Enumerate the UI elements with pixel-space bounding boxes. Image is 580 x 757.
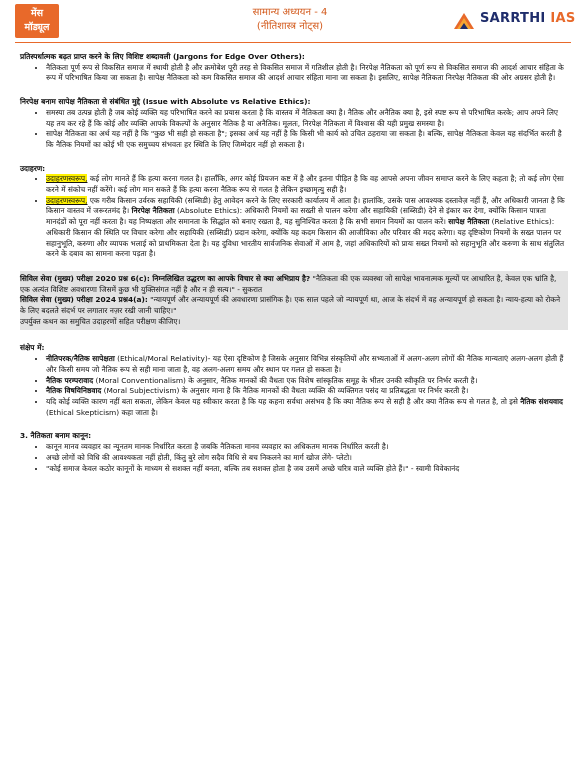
- list-item: • सापेक्ष नैतिकता का अर्थ यह नहीं है कि "कुछ भी सही हो सकता है"; इसका अर्थ यह नहीं है कि किसी भी कार्य को उचित ठहराया जा सकता है। बल्कि, सापेक्ष नैतिकता केवल यह संदर्भित करती है कि नैतिक नियमों का कोई भी एक समुच्चय संभवतः हर स्थिति के लिए जिम्मेदार नहीं हो सकता है।: [46, 129, 568, 150]
- summary-item: [46, 354, 568, 375]
- example-text: कई लोग मानते हैं कि हत्या करना गलत है। हालाँकि, अगर कोई प्रियजन कष्ट में है और इतना पीड़ित है कि वह आपसे अपना जीवन समाप्त करने के लिए कहता है; तो कई लोग ऐसा करने में संकोच नहीं करेंगे। कई लोग मान सकते हैं कि हत्या करना नैतिक रूप से गलत है लेकिन इच्छामृत्यु सही है।: [46, 174, 564, 195]
- pyq-label: सिविल सेवा (मुख्य) परीक्षा 2024 प्रश्न4(a):: [20, 295, 148, 305]
- summary-text: (Moral Subjectivism) के अनुसार माना है कि नैतिक मानकों की वैधता व्यक्ति की व्यक्तिगत पसंद या प्रतिबद्धता पर निर्भर करती है।: [101, 386, 469, 396]
- summary-text: यदि कोई व्यक्ति कारण नहीं बता सकता, लेकिन केवल यह स्वीकार करता है कि यह कहना सर्वथा असंभव है कि क्या नैतिक रूप से सही है और क्या नैतिक रूप से गलत है, तो इसे: [46, 396, 521, 406]
- pyq-text: "नैतिकता की एक व्यवस्था जो सापेक्ष भावनात्मक मूल्यों पर आधारित है, केवल एक भ्रांति है, एक अत्यंत विशिष्ट अवधारणा जिसमें कुछ भी युक्तिसंगत नहीं है और न ही सत्य।" - सुकरात: [20, 273, 557, 294]
- issues-list: [20, 108, 568, 151]
- jargon-list: [20, 63, 568, 84]
- badge-line1: मेंस: [30, 8, 44, 19]
- list-item: • "कोई समाज केवल कठोर कानूनों के माध्यम से सशक्त नहीं बनता, बल्कि तब सशक्त होता है जब उसमें अच्छे चरित्र वाले व्यक्ति होते हैं।" - स्वामी विवेकानंद: [46, 464, 568, 475]
- pyq-text: "न्यायपूर्ण और अन्यायपूर्ण की अवधारणा प्रासंगिक है। एक साल पहले जो न्यायपूर्ण था, आज के संदर्भ में वह अन्यायपूर्ण हो सकता है। न्याय-हत्या को रोकने के लिए बदलते संदर्भ पर लगातार नज़र रखी जानी चाहिए।": [20, 295, 561, 316]
- pyq-tail: उपर्युक्त कथन का समुचित उदाहरणों सहित परीक्षण कीजिए।: [20, 316, 181, 326]
- law-heading: 3. नैतिकता बनाम कानून:: [20, 431, 92, 441]
- example-text: (Absolute Ethics): अधिकारी नियमों का सख्ती से पालन करेगा और सहायिकी (सब्सिडी) देने से इंकार कर देगा, क्योंकि किसान पात्रता मानदंडों को पूरा नहीं करता है। यह निष्पक्षता और समानता के सिद्धांत को बनाए रखता है, यह सुनिश्चित करता है कि सभी समान नियमों का पालन करें।: [46, 206, 546, 227]
- bold-term: सापेक्ष नैतिकता: [448, 217, 490, 227]
- header-title-block: [190, 6, 390, 34]
- pyq-label: सिविल सेवा (मुख्य) परीक्षा 2020 प्रश्न 6(c): निम्नलिखित उद्धरण का आपके विचार से क्या अभिप्राय है?: [20, 273, 311, 283]
- logo-text: [480, 11, 576, 26]
- page-header: [0, 0, 580, 42]
- example-text: एक गरीब किसान उर्वरक सहायिकी (सब्सिडी) हेतु आवेदन करने के लिए सरकारी कार्यालय में आता है। हालांकि, उसके पास आवश्यक दस्तावेज़ नहीं हैं, और अधिकारी जानता है कि किसान वास्तव में जरूरतमंद है।: [46, 195, 565, 216]
- logo-text-a: SARRTHI: [480, 11, 546, 26]
- pyq-box: [20, 271, 568, 331]
- bold-term: निरपेक्ष नैतिकता: [131, 206, 175, 216]
- sarrthi-logo: [452, 8, 576, 34]
- summary-text: (Ethical/Moral Relativity)- यह ऐसा दृष्टिकोण है जिसके अनुसार विभिन्न संस्कृतियों और सभ्यताओं में अलग-अलग लोगों की नैतिक मान्यताएं अलग-अलग होती हैं और किसी समय जो नैतिक रूप से सही माना जाता है, वह अलग-अलग समय और स्थान पर गलत हो सकता है।: [46, 354, 564, 374]
- pyq-question-1: [20, 274, 564, 295]
- summary-text: (Moral Conventionalism) के अनुसार, नैतिक मानकों की वैधता एक विशेष सांस्कृतिक समूह के भीतर उनकी स्वीकृति पर निर्भर करती है।: [93, 375, 478, 385]
- examples-heading: उदाहरण:: [20, 163, 46, 173]
- law-list: [20, 442, 568, 474]
- highlight-text: उदाहरणस्वरूप,: [46, 195, 88, 205]
- examples-list: [20, 174, 568, 260]
- logo-text-b: IAS: [550, 11, 576, 26]
- summary-item: [46, 376, 568, 387]
- bold-term: नैतिक संशयवाद: [520, 396, 563, 406]
- section-heading-jargons: प्रतिस्पर्धात्मक बढ़त प्राप्त करने के लिए विशिष्ट शब्दावली (Jargons for Edge Over Others):: [20, 52, 305, 61]
- summary-text: (Ethical Skepticism) कहा जाता है।: [46, 407, 158, 417]
- sunburst-icon: [452, 9, 476, 31]
- module-badge: [15, 4, 59, 38]
- list-item: • नैतिकता पूर्ण रूप से विकसित समाज में स्थायी होती है और क्रमोबेश पूरी तरह से विकसित समाज में गतिशील होती है। निरपेक्ष नैतिकता को पूर्ण रूप से विकसित समाज की आदर्श आचार संहिता के रूप में परिभाषित किया जा सकता है। सापेक्ष नैतिकता को कम विकसित समाज की आदर्श आचार संहिता माना जा सकता है। इसलिए, सापेक्ष नैतिकता निरपेक्ष नैतिकता की ओर अग्रसर होती है।: [46, 63, 568, 84]
- bold-term: नैतिक परम्परावाद: [46, 375, 94, 385]
- summary-heading: संक्षेप में:: [20, 343, 45, 353]
- example-item: [46, 174, 568, 195]
- pyq-question-2: [20, 295, 564, 316]
- header-subtitle: (नीतिशास्त्र नोट्स): [256, 21, 324, 32]
- example-item: [46, 196, 568, 260]
- example-text: (Relative Ethics): अधिकारी किसान की स्थिति पर विचार करेगा और सहायिकी (सब्सिडी) प्रदान करेगा, क्योंकि यह कदम किसान की आजीविका और परिवार की मदद करेगा। यह दृष्टिकोण नियमों के सख्त पालन पर सहानुभूति, करुणा और व्यापक भलाई को प्राथमिकता देता है। यह दुविधा भारतीय सार्वजनिक सेवाओं में आम है, जहां अधिकारियों को प्रायः सख्त नियमों को सहानुभूति और करुणा के साथ संतुलित करने के दबाव का सामना करना पड़ता है।: [46, 217, 565, 259]
- header-rule: [15, 42, 571, 43]
- main-content: [20, 48, 568, 474]
- list-item: • अच्छे लोगों को विधि की आवश्यकता नहीं होती, किंतु बुरे लोग सदैव विधि से बच निकलने का मार्ग खोज लेंगे- प्लेटो।: [46, 453, 568, 464]
- bold-term: नैतिक विषयिनिष्ठवाद: [46, 386, 102, 396]
- highlight-text: उदाहरणस्वरूप,: [46, 174, 88, 184]
- section-heading-issues: निरपेक्ष बनाम सापेक्ष नैतिकता से संबंधित मुद्दे (Issue with Absolute vs Relative Ethics):: [20, 97, 311, 107]
- summary-item: [46, 386, 568, 397]
- list-item: • कानून मानव व्यवहार का न्यूनतम मानक निर्धारित करता है जबकि नैतिकता मानव व्यवहार का अधिकतम मानक निर्धारित करती है।: [46, 442, 568, 453]
- badge-line2: मॉड्यूल: [24, 22, 50, 33]
- bold-term: नीतिपरक/नैतिक सापेक्षता: [46, 354, 115, 364]
- header-title: सामान्य अध्ययन - 4: [252, 7, 328, 18]
- summary-list: [20, 354, 568, 418]
- list-item: • समस्या तब उत्पन्न होती है जब कोई व्यक्ति यह परिभाषित करने का प्रयास करता है कि वास्तव में नैतिकता क्या है। नैतिक और अनैतिक क्या है, इसे स्पष्ट रूप से परिभाषित करके; आप अपने लिए यह तय कर रहे हैं कि कोई और व्यक्ति आपके विकल्पों के अनुसार नैतिक है या अनैतिक। मूलतः, निरपेक्ष नैतिकता में विश्वास की यही प्रमुख समस्या है।: [46, 108, 568, 129]
- summary-item: [46, 397, 568, 418]
